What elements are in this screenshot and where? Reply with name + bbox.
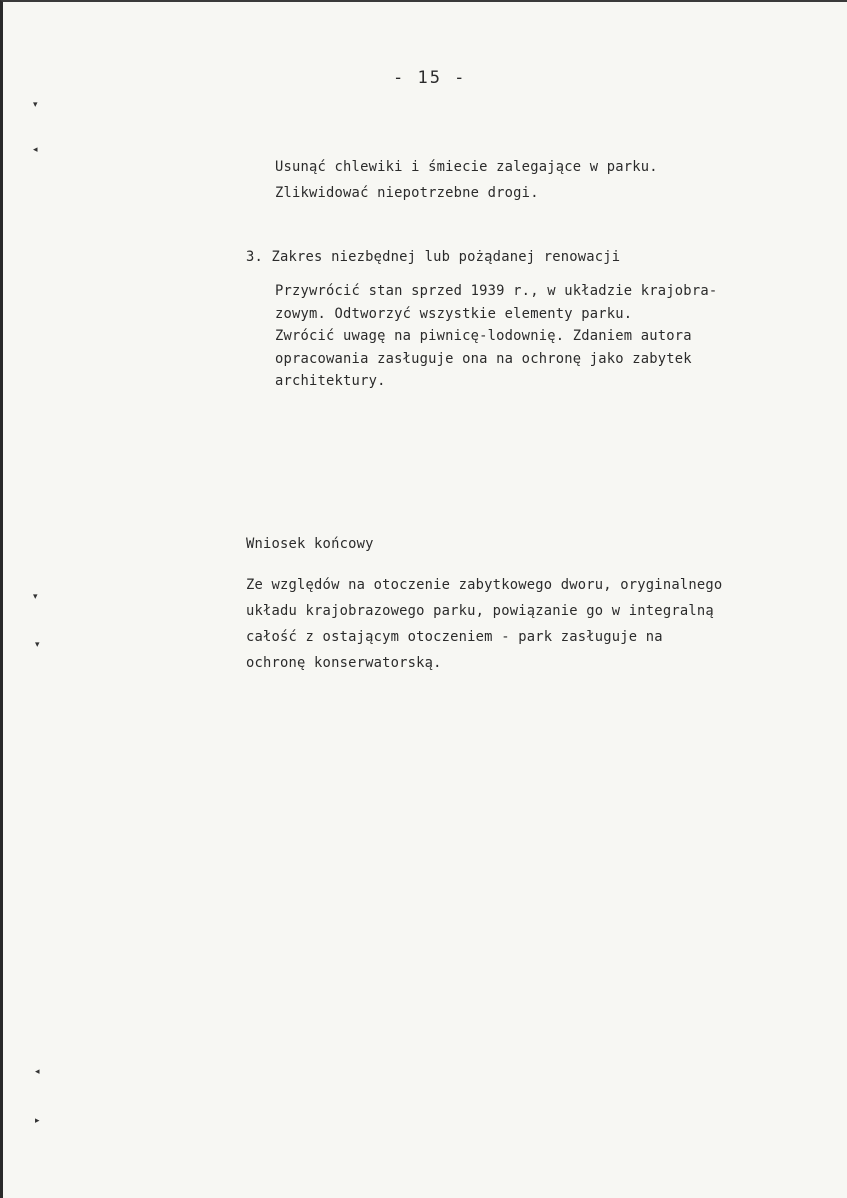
section-3-paragraph — [275, 280, 717, 393]
text-line: architektury. — [275, 373, 386, 390]
margin-mark: ▾ — [33, 592, 38, 602]
page-number: - 15 - — [393, 68, 467, 88]
cleanup-paragraph — [275, 154, 658, 206]
text-line: Usunąć chlewiki i śmiecie zalegające w parku. — [275, 159, 658, 175]
section-3-heading: 3. Zakres niezbędnej lub pożądanej renowacji — [246, 249, 621, 265]
text-line: zowym. Odtworzyć wszystkie elementy parku. — [275, 305, 633, 322]
margin-mark: ◂ — [35, 1067, 40, 1077]
text-line: całość z ostającym otoczeniem - park zasługuje na — [246, 629, 663, 645]
text-line: opracowania zasługuje ona na ochronę jako zabytek — [275, 350, 692, 367]
margin-mark: ▾ — [33, 100, 38, 110]
text-line: Ze względów na otoczenie zabytkowego dworu, oryginalnego — [246, 577, 723, 593]
text-line: Przywrócić stan sprzed 1939 r., w układzie krajobra- — [275, 283, 718, 299]
margin-mark: ▾ — [35, 640, 40, 650]
text-line: układu krajobrazowego parku, powiązanie go w integralną — [246, 603, 714, 619]
text-line: ochronę konserwatorską. — [246, 655, 442, 671]
conclusion-heading: Wniosek końcowy — [246, 536, 374, 552]
margin-mark: ▸ — [35, 1116, 40, 1126]
conclusion-paragraph — [246, 572, 722, 676]
text-line: Zwrócić uwagę na piwnicę-lodownię. Zdaniem autora — [275, 328, 692, 345]
margin-mark: ◂ — [33, 145, 38, 155]
text-line: Zlikwidować niepotrzebne drogi. — [275, 185, 539, 201]
